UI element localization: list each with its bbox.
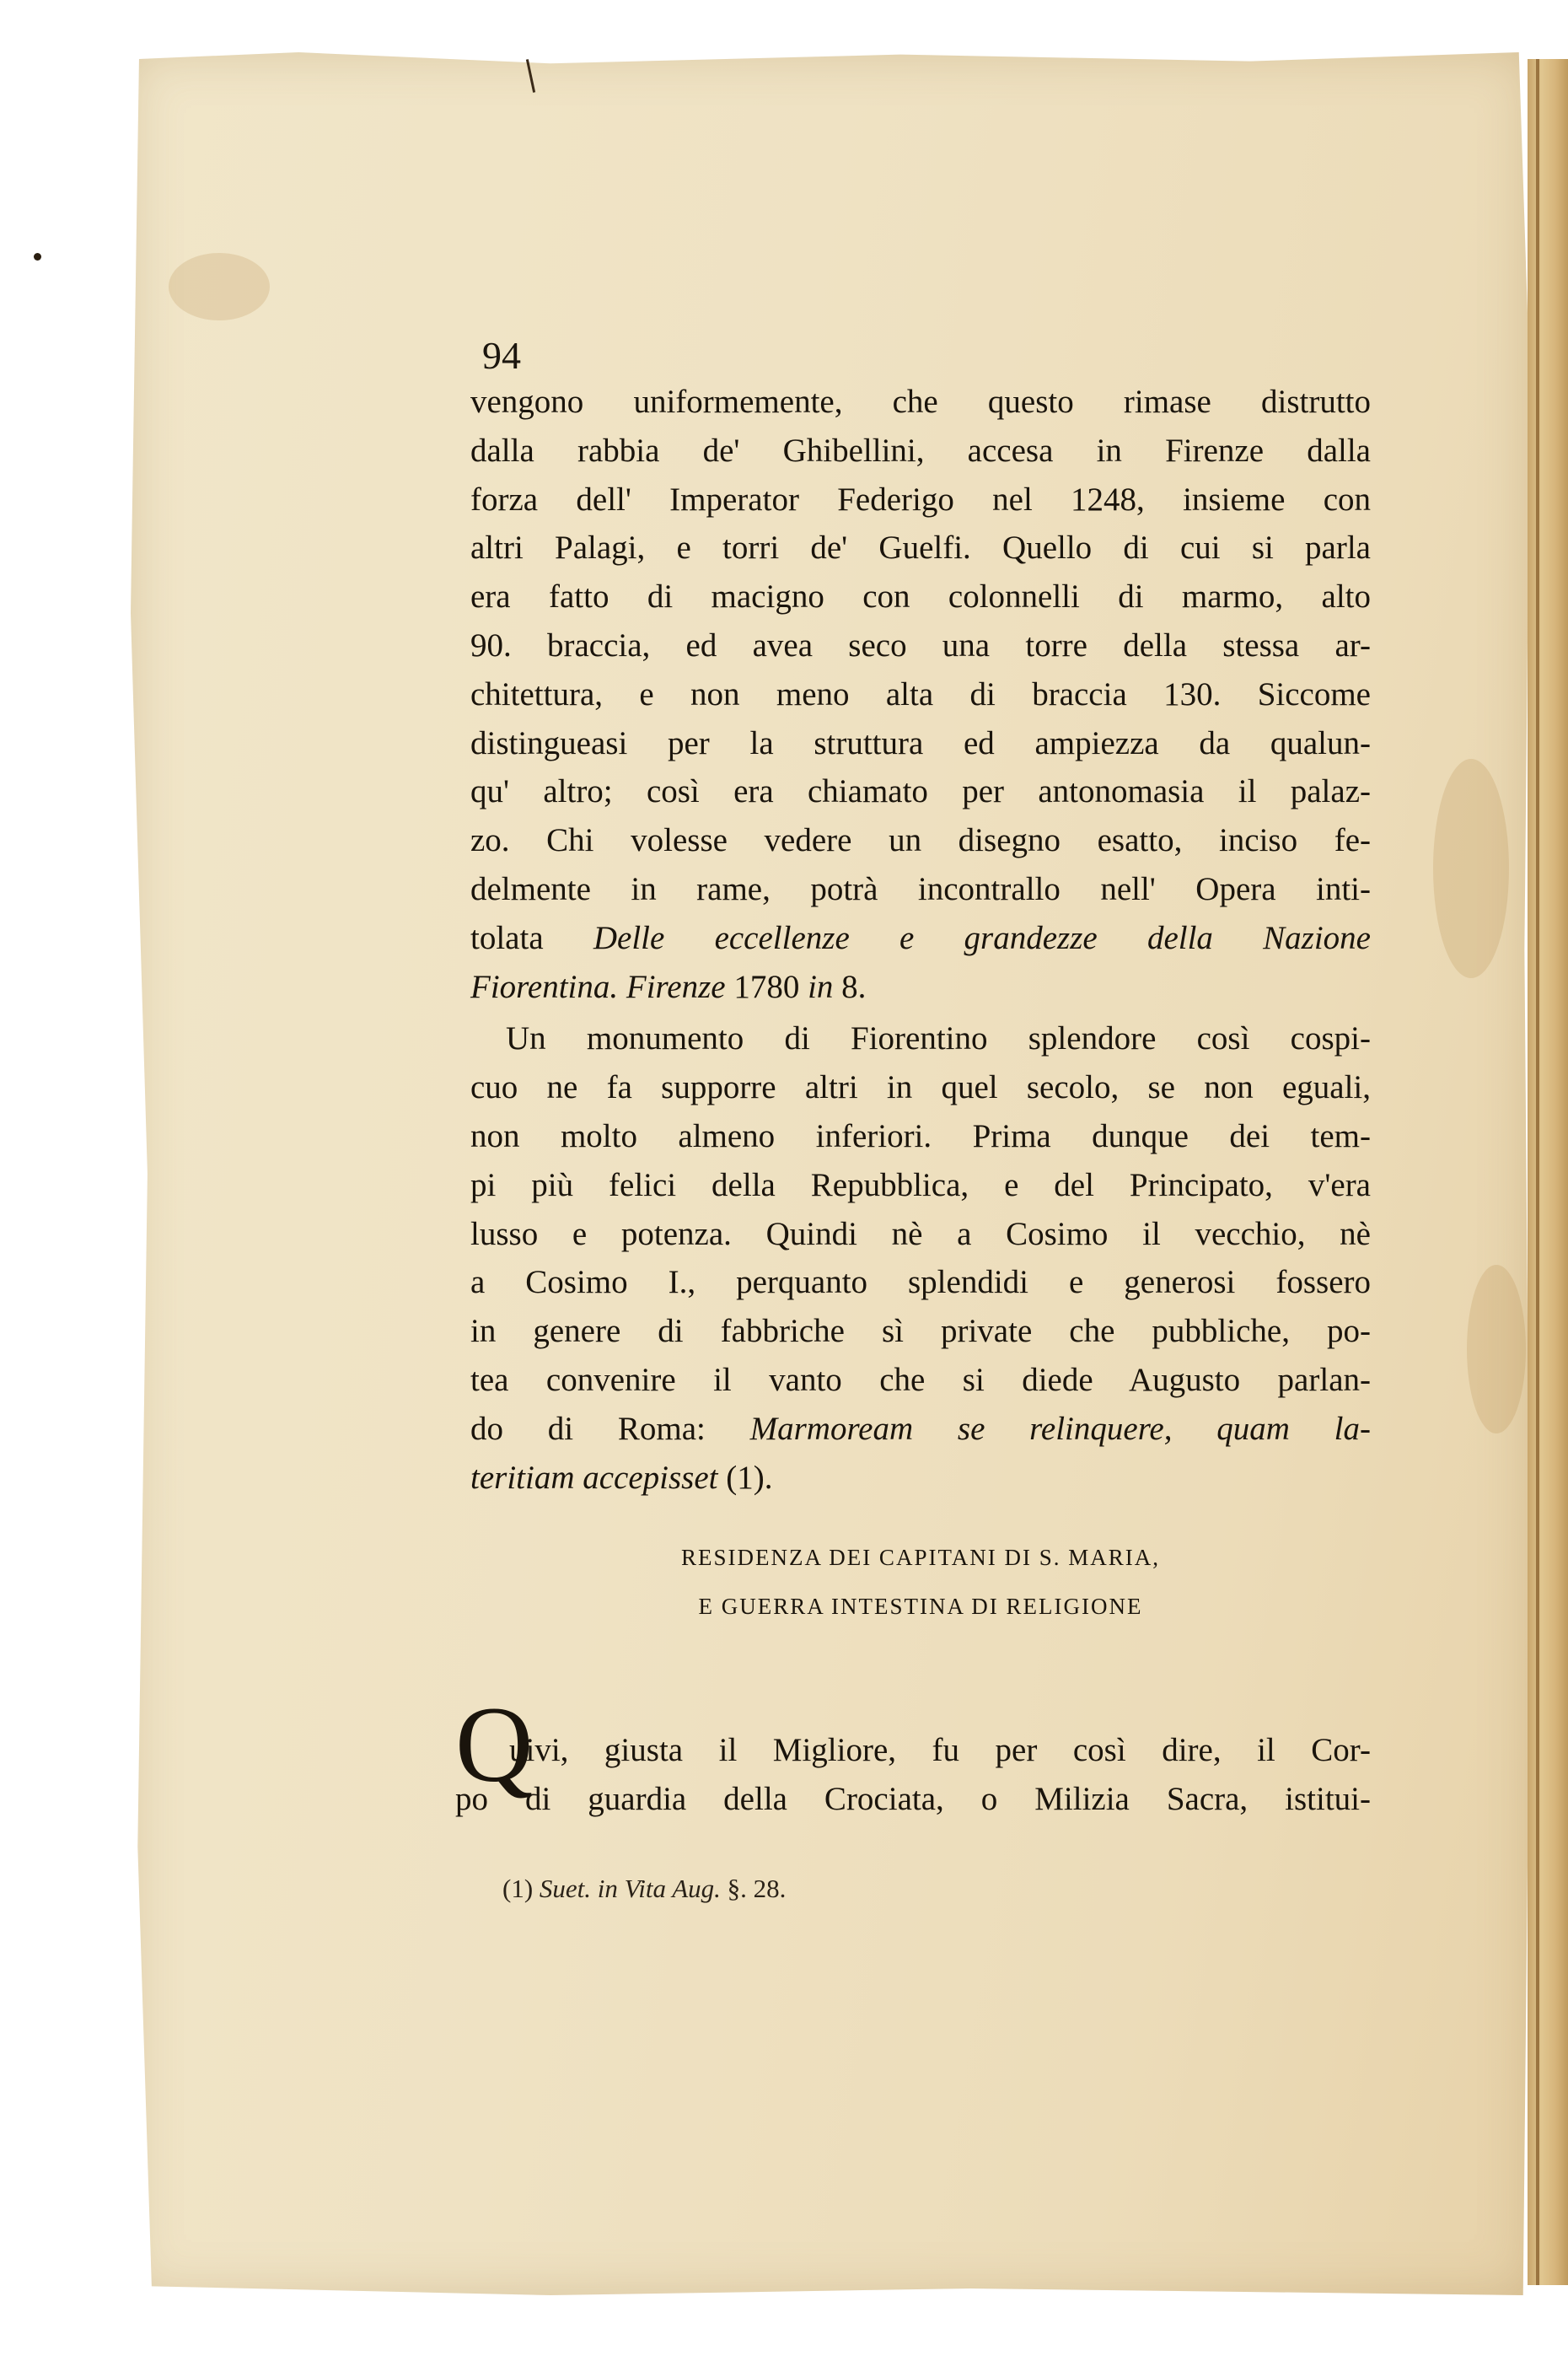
latin-quote-italic: Marmoream se relinquere, quam la- (749, 1410, 1371, 1447)
section-heading-line-2: E GUERRA INTESTINA DI RELIGIONE (698, 1594, 1143, 1619)
text-line: non molto almeno inferiori. Prima dunque dei tem- (470, 1117, 1371, 1154)
footnote (502, 1874, 786, 1904)
text-line: dalla rabbia de' Ghibellini, accesa in Firenze dalla (470, 432, 1371, 469)
text-line: pi più felici della Repubblica, e del Principato, v'era (470, 1166, 1371, 1203)
text-line: qu' altro; così era chiamato per antonomasia il palaz- (470, 773, 1371, 810)
footnote-marker: (1) (502, 1874, 540, 1903)
text-line: a Cosimo I., perquanto splendidi e generosi fossero (470, 1264, 1371, 1301)
text-line: cuo ne fa supporre altri in quel secolo, se non eguali, (470, 1069, 1371, 1106)
text-line: altri Palagi, e torri de' Guelfi. Quello di cui si parla (470, 530, 1371, 567)
text-roman: do di Roma: (470, 1410, 750, 1447)
text-roman: 8. (833, 968, 867, 1005)
text-line: zo. Chi volesse vedere un disegno esatto, inciso fe- (470, 822, 1371, 859)
binding-edge-line (1536, 59, 1539, 2285)
text-line: lusso e potenza. Quindi nè a Cosimo il vecchio, nè (470, 1215, 1371, 1252)
text-line: po di guardia della Crociata, o Milizia Sacra, istitui- (455, 1781, 1371, 1817)
book-title-italic: Delle eccellenze e grandezze della Nazione (593, 919, 1371, 956)
latin-quote-italic: teritiam accepisset (470, 1459, 718, 1496)
footnote-section: §. 28. (720, 1874, 787, 1903)
text-line: vengono uniformemente, che questo rimase distrutto (470, 384, 1371, 420)
section-opening-paragraph (455, 1685, 1371, 1826)
text-italic: in (808, 968, 834, 1005)
book-title-italic: Fiorentina. Firenze (470, 968, 726, 1005)
section-heading-line-1: RESIDENZA DEI CAPITANI DI S. MARIA, (680, 1545, 1161, 1570)
text-roman: tolata (470, 919, 593, 956)
text-line (470, 963, 1371, 1012)
text-line: era fatto di macigno con colonnelli di marmo, alto (470, 578, 1371, 616)
text-line: forza dell' Imperator Federigo nel 1248, insieme con (470, 481, 1371, 518)
text-line: delmente in rame, potrà incontrallo nell' Opera inti- (470, 870, 1371, 907)
text-line (470, 1454, 1371, 1503)
foxing-stain (1467, 1265, 1526, 1433)
text-line: chitettura, e non meno alta di braccia 130. Siccome (470, 675, 1371, 713)
body-text (470, 378, 1371, 1502)
text-line: uivi, giusta il Migliore, fu per così dire, il Cor- (509, 1732, 1371, 1768)
text-line: Un monumento di Fiorentino splendore così cospi- (506, 1020, 1371, 1057)
binding-edge (1528, 59, 1568, 2285)
footnote-citation: Suet. in Vita Aug. (539, 1874, 721, 1903)
text-line: 90. braccia, ed avea seco una torre della stessa ar- (470, 627, 1371, 664)
foxing-stain (169, 253, 270, 320)
text-line (470, 914, 1371, 963)
foxing-stain (1433, 759, 1509, 978)
text-line: distingueasi per la struttura ed ampiezza da qualun- (470, 724, 1371, 761)
text-line (470, 1405, 1371, 1454)
text-line: tea convenire il vanto che si diede Augusto parlan- (470, 1361, 1371, 1398)
text-line: in genere di fabbriche sì private che pubbliche, po- (470, 1313, 1371, 1350)
margin-dot (34, 253, 41, 261)
page-number: 94 (482, 334, 521, 377)
footnote-reference: (1). (717, 1459, 773, 1496)
drop-capital: Q (455, 1685, 534, 1804)
text-roman: 1780 (725, 968, 808, 1005)
